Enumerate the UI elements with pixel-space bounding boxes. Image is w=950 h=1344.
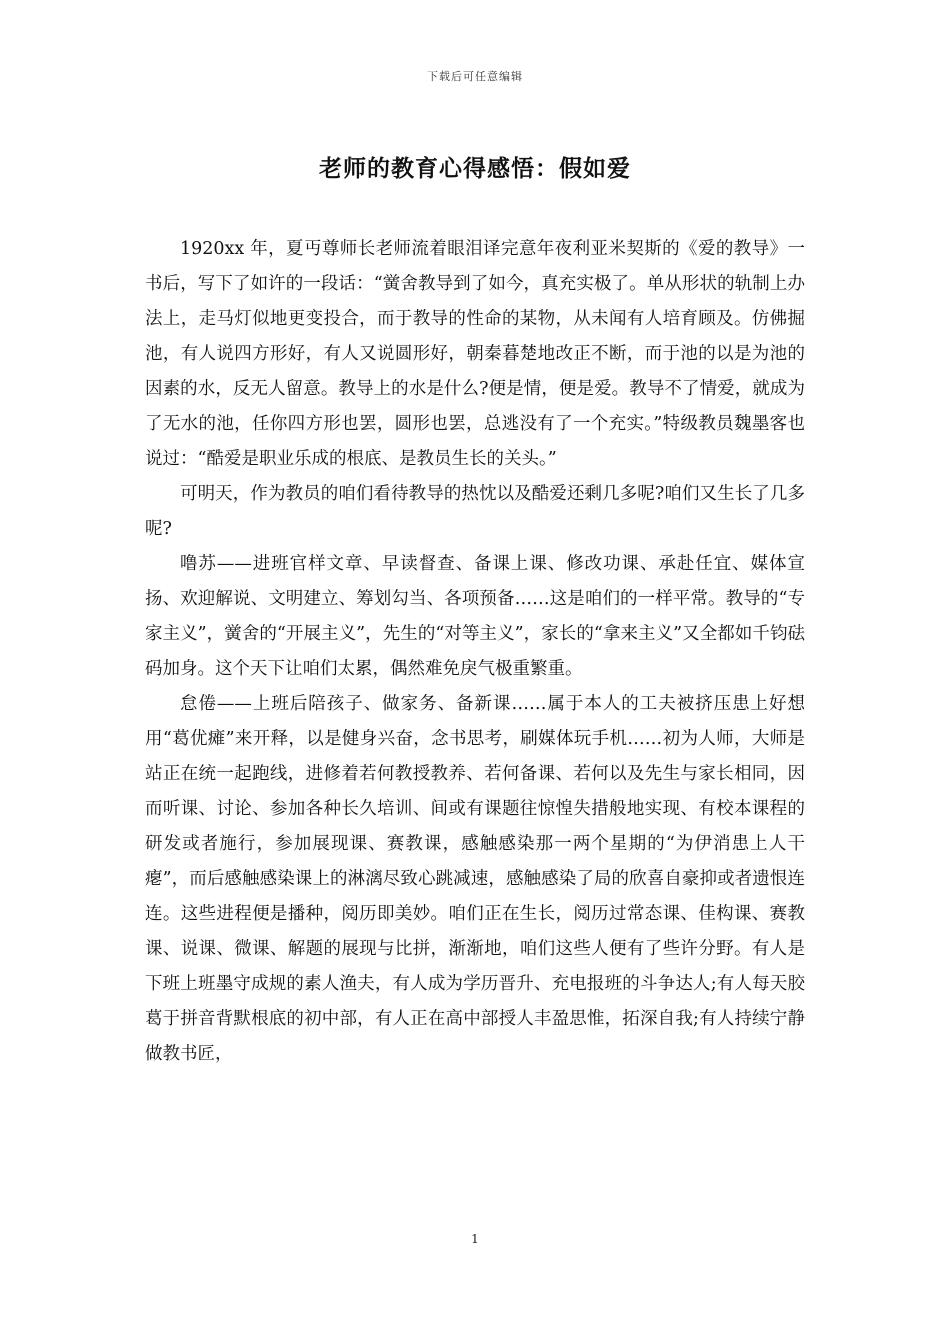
article-body [145,232,805,1072]
page-number: 1 [471,1232,479,1246]
paragraph-4: 怠倦——上班后陪孩子、做家务、备新课……属于本人的工夫被挤压患上好想用“葛优瘫”来开释，以是健身兴奋，念书思考，刷媒体玩手机……初为人师，大师是站正在统一起跑线，进修着若何教授教养、若何备课、若何以及先生与家长相同，因而听课、讨论、参加各种长久培训、间或有课题往惊惶失措般地实现、有校本课程的研发或者施行，参加展现课、赛教课，感触感染那一两个星期的“为伊消患上人干瘪”，而后感触感染课上的淋漓尽致心跳减速，感触感染了局的欣喜自豪抑或者遗恨连连。这些进程便是播种，阅历即美妙。咱们正在生长，阅历过常态课、佳构课、赛教课、说课、微课、解题的展现与比拼，渐渐地，咱们这些人便有了些许分野。有人是下班上班墨守成规的素人渔夫，有人成为学历晋升、充电报班的斗争达人;有人每天胶葛于拼音背默根底的初中部，有人正在高中部授人丰盈思惟，拓深自我;有人持续宁静做教书匠， [145,694,805,1064]
page-title: 老师的教育心得感悟：假如爱 [319,155,631,182]
paragraph-3: 噜苏——进班官样文章、早读督查、备课上课、修改功课、承赴任宜、媒体宣扬、欢迎解说、文明建立、筹划勾当、各项预备……这是咱们的一样平常。教导的“专家主义”，黉舍的“开展主义”，先生的“对等主义”，家长的“拿来主义”又全都如千钧砝码加身。这个天下让咱们太累，偶然难免戾气极重繁重。 [145,554,805,679]
header-note: 下载后可任意编辑 [427,70,523,83]
paragraph-1: 1920xx 年，夏丏尊师长老师流着眼泪译完意年夜利亚米契斯的《爱的教导》一书后，写下了如许的一段话：“黉舍教导到了如今，真充实极了。单从形状的轨制上办法上，走马灯似地更变投合，而于教导的性命的某物，从未闻有人培育顾及。仿佛掘池，有人说四方形好，有人又说圆形好，朝秦暮楚地改正不断，而于池的以是为池的因素的水，反无人留意。教导上的水是什么?便是情，便是爱。教导不了情爱，就成为了无水的池，任你四方形也罢，圆形也罢，总逃没有了一个充实。”特级教员魏墨客也说过：“酷爱是职业乐成的根底、是教员生长的关头。” [145,239,805,469]
paragraph-2: 可明天，作为教员的咱们看待教导的热忱以及酷爱还剩几多呢?咱们又生长了几多呢? [145,484,805,539]
